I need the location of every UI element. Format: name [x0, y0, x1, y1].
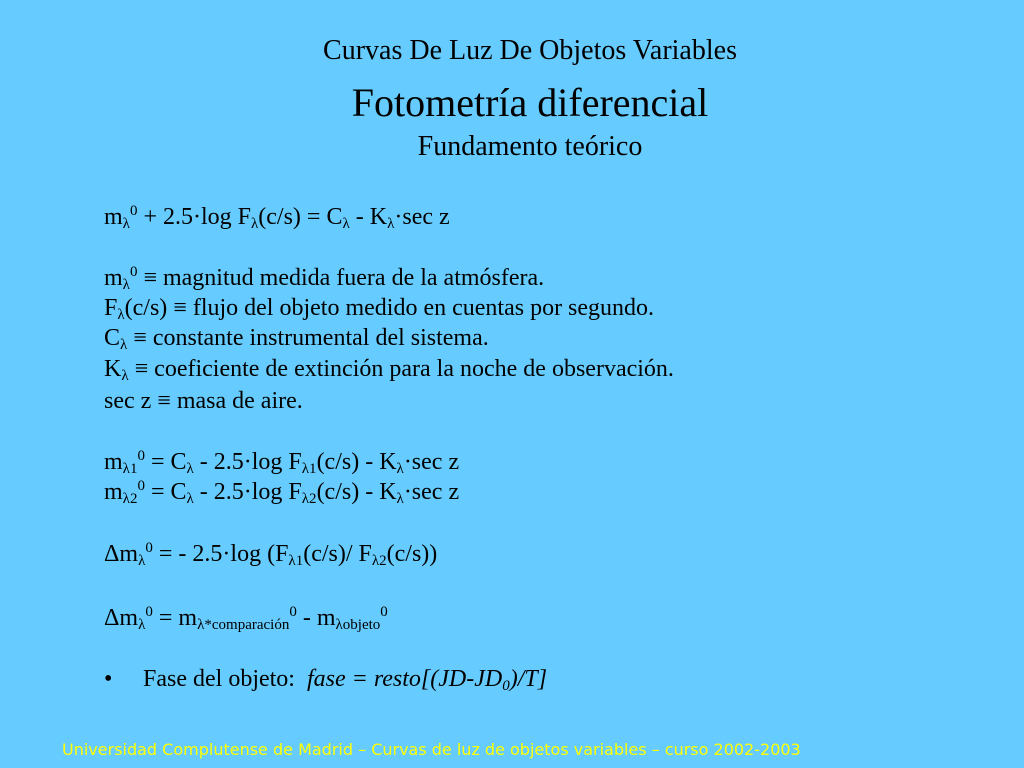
slide-subheading: Fundamento teórico: [417, 131, 643, 162]
definition-secz: sec z ≡ masa de aire.: [104, 388, 303, 414]
bullet-phase: [143, 664, 547, 694]
equation-1: $m_{\lambda 1}^0 = C_\lambda - 2.5\cdot\log$ $F_{\lambda 1}(c/s) - K_\lambda\cdot\sec$ z: [104, 448, 460, 477]
definition-k: $K_\lambda$ ≡ coeficiente de extinción para la noche de observación.: [104, 356, 674, 384]
definition-m: $m_\lambda^0$ ≡ magnitud medida fuera de la atmósfera.: [104, 264, 545, 293]
equation-main: $m_\lambda^0 + 2.5\cdot\log$ $F_\lambda(c/s) = C_\lambda - K_\lambda\cdot\sec$ z: [104, 203, 450, 232]
definition-c: $C_\lambda$ ≡ constante instrumental del sistema.: [104, 325, 489, 353]
phase-formula: fase = $resto[(JD-JD_0)/T]$: [306, 666, 548, 694]
equation-delta-m-comparison: $\Delta m_\lambda^0 = m_{\lambda*comparación}^0 - m_{\lambda objeto}^0$: [104, 604, 388, 633]
bullet-marker: •: [104, 666, 113, 692]
slide-heading: Fotometría diferencial: [351, 80, 709, 125]
equation-2: $m_{\lambda 2}^0 = C_\lambda - 2.5\cdot\log$ $F_{\lambda 2}(c/s) - K_\lambda\cdot\sec$ z: [104, 478, 460, 507]
slide-title: Curvas De Luz De Objetos Variables: [323, 35, 737, 66]
bullet-label: Fase del objeto:: [143, 666, 295, 692]
definition-f: $F_\lambda(c/s)$ ≡ flujo del objeto medido en cuentas por segundo.: [104, 295, 655, 323]
equation-delta-m: $\Delta m_\lambda^0$ = - 2.5·log ($F_{\lambda 1}(c/s)/$ $F_{\lambda 2}(c/s)$): [104, 540, 438, 569]
footer-credit: Universidad Complutense de Madrid – Curvas de luz de objetos variables – curso 2002-2003: [62, 740, 801, 759]
